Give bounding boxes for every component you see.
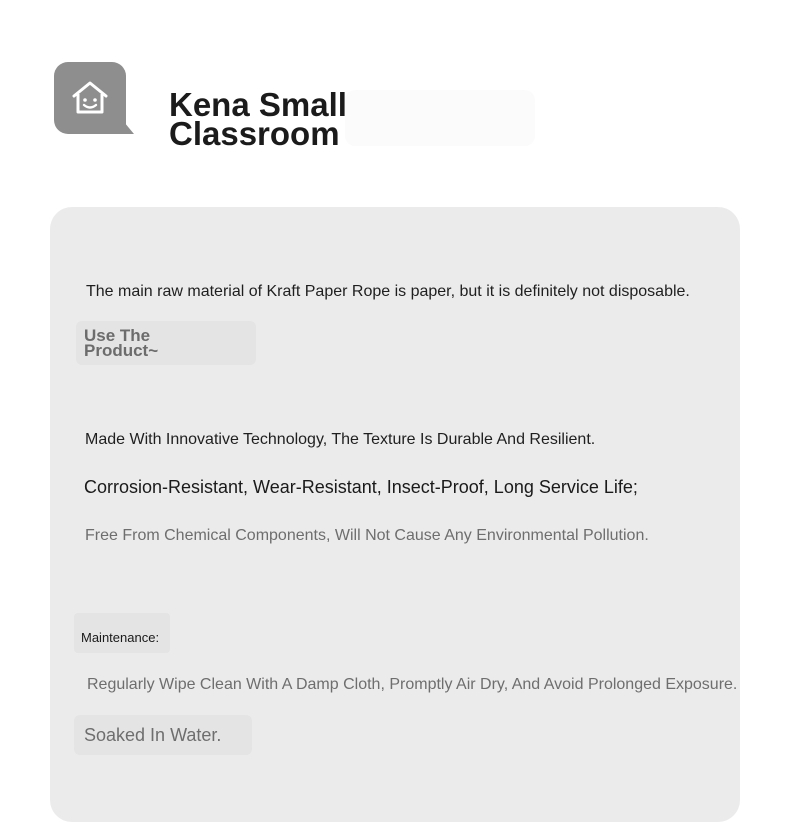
- brand-logo: [54, 62, 126, 134]
- product-description-panel: [50, 207, 740, 822]
- maintenance-heading: Maintenance:: [81, 630, 160, 645]
- use-heading: Use The Product~: [84, 326, 159, 360]
- intro-text: The main raw material of Kraft Paper Rope is paper, but it is definitely not disposable.: [86, 283, 690, 300]
- smiling-house-icon: [71, 79, 109, 117]
- feature-resistant: Corrosion-Resistant, Wear-Resistant, Insect-Proof, Long Service Life;: [84, 477, 638, 497]
- maintenance-note: Soaked In Water.: [84, 725, 222, 745]
- maintenance-instruction: Regularly Wipe Clean With A Damp Cloth, Promptly Air Dry, And Avoid Prolonged Exposure.: [87, 676, 738, 693]
- brand-name: Kena Small Classroom: [169, 86, 347, 152]
- feature-durable: Made With Innovative Technology, The Texture Is Durable And Resilient.: [85, 431, 596, 448]
- feature-eco: Free From Chemical Components, Will Not Cause Any Environmental Pollution.: [85, 527, 649, 544]
